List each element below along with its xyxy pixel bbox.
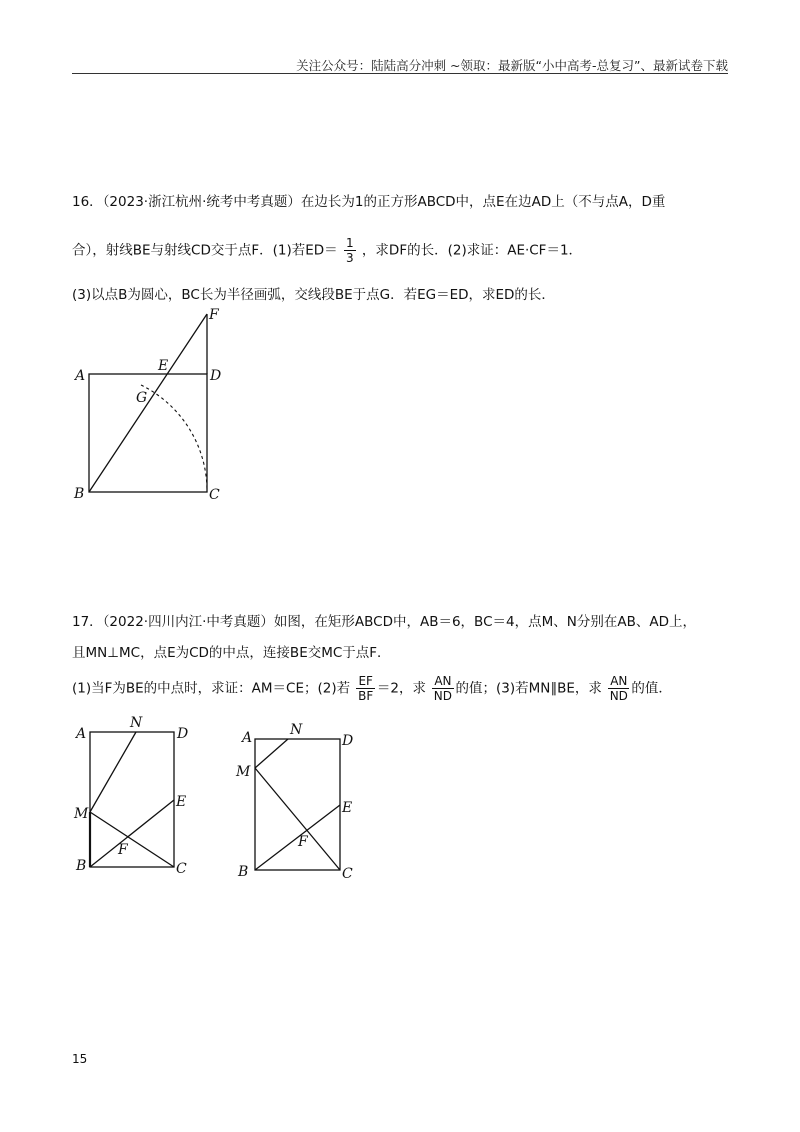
q17-fig2-label-a: A — [242, 730, 253, 746]
q17-fig1-label-c: C — [176, 861, 187, 877]
q17-text-3b: ＝2，求 — [376, 680, 427, 697]
q17-fig1-label-n: N — [130, 715, 143, 731]
q17-text-2: 且MN⊥MC，点E为CD的中点，连接BE交MC于点F． — [72, 645, 391, 661]
q17-fig1-label-e: E — [176, 794, 187, 810]
q16-label-a: A — [75, 368, 86, 384]
q16-text-2a: 合），射线BE与射线CD交于点F．(1)若ED＝ — [72, 242, 338, 259]
q17-fig1-label-d: D — [177, 726, 189, 742]
q16-label-f: F — [209, 307, 219, 323]
page-number: 15 — [72, 1052, 88, 1066]
q17-fraction-3-den: ND — [609, 689, 628, 703]
q17-fraction-2-den: ND — [433, 689, 453, 703]
q16-label-b: B — [74, 486, 85, 502]
q17-fig2-line-mn — [255, 739, 288, 768]
q16-text-2b: ，求DF的长．(2)求证：AE·CF＝1． — [361, 242, 583, 259]
q16-number: 16． — [72, 194, 103, 210]
q17-number: 17． — [72, 614, 103, 630]
q17-fraction-1-den: BF — [358, 689, 374, 703]
q17-fig2-label-f: F — [298, 834, 308, 850]
q16-label-g: G — [136, 390, 148, 406]
q17-fig1-label-m: M — [74, 806, 89, 822]
q17-fig2-label-n: N — [290, 722, 303, 738]
q17-fraction-2-num: AN — [434, 674, 452, 688]
q17-fig2-line-mc — [255, 768, 340, 870]
q17-fig1-label-b: B — [76, 858, 87, 874]
q16-label-e: E — [158, 358, 169, 374]
q17-fig2-rectangle — [255, 739, 340, 870]
q17-fig2-label-b: B — [238, 864, 249, 880]
q16-label-c: C — [209, 487, 220, 503]
q16-text-1: 在边长为1的正方形ABCD中，点E在边AD上（不与点A，D重 — [300, 194, 666, 210]
q17-text-3d: 的值． — [631, 680, 672, 697]
q17-fig1-label-f: F — [118, 842, 128, 858]
q17-source: （2022·四川内江·中考真题） — [102, 614, 274, 630]
q17-fraction-1-num: EF — [358, 674, 373, 688]
q16-text-3: (3)以点B为圆心，BC长为半径画弧，交线段BE于点G．若EG＝ED，求ED的长． — [72, 287, 555, 303]
q16-label-d: D — [210, 368, 222, 384]
q17-fig2-label-d: D — [342, 733, 354, 749]
q16-fraction-den: 3 — [345, 251, 354, 265]
q16-source: （2023·浙江杭州·统考中考真题） — [102, 194, 301, 210]
q17-fig2-label-c: C — [342, 866, 353, 882]
q16-fraction-num: 1 — [345, 236, 354, 250]
q17-fig1-label-a: A — [76, 726, 87, 742]
page-header: 关注公众号：陆陆高分冲刺 ~领取：最新版“小中高考-总复习”、最新试卷下载 — [296, 58, 728, 73]
q17-fig2-label-m: M — [236, 764, 251, 780]
q17-fig2-label-e: E — [342, 800, 353, 816]
q17-text-1: 如图，在矩形ABCD中，AB＝6，BC＝4，点M、N分别在AB、AD上， — [273, 614, 696, 630]
q17-text-3c: 的值；(3)若MN∥BE，求 — [455, 680, 602, 697]
q17-fraction-3-num: AN — [610, 674, 628, 688]
q17-text-3a: (1)当F为BE的中点时，求证：AM＝CE；(2)若 — [72, 680, 351, 697]
